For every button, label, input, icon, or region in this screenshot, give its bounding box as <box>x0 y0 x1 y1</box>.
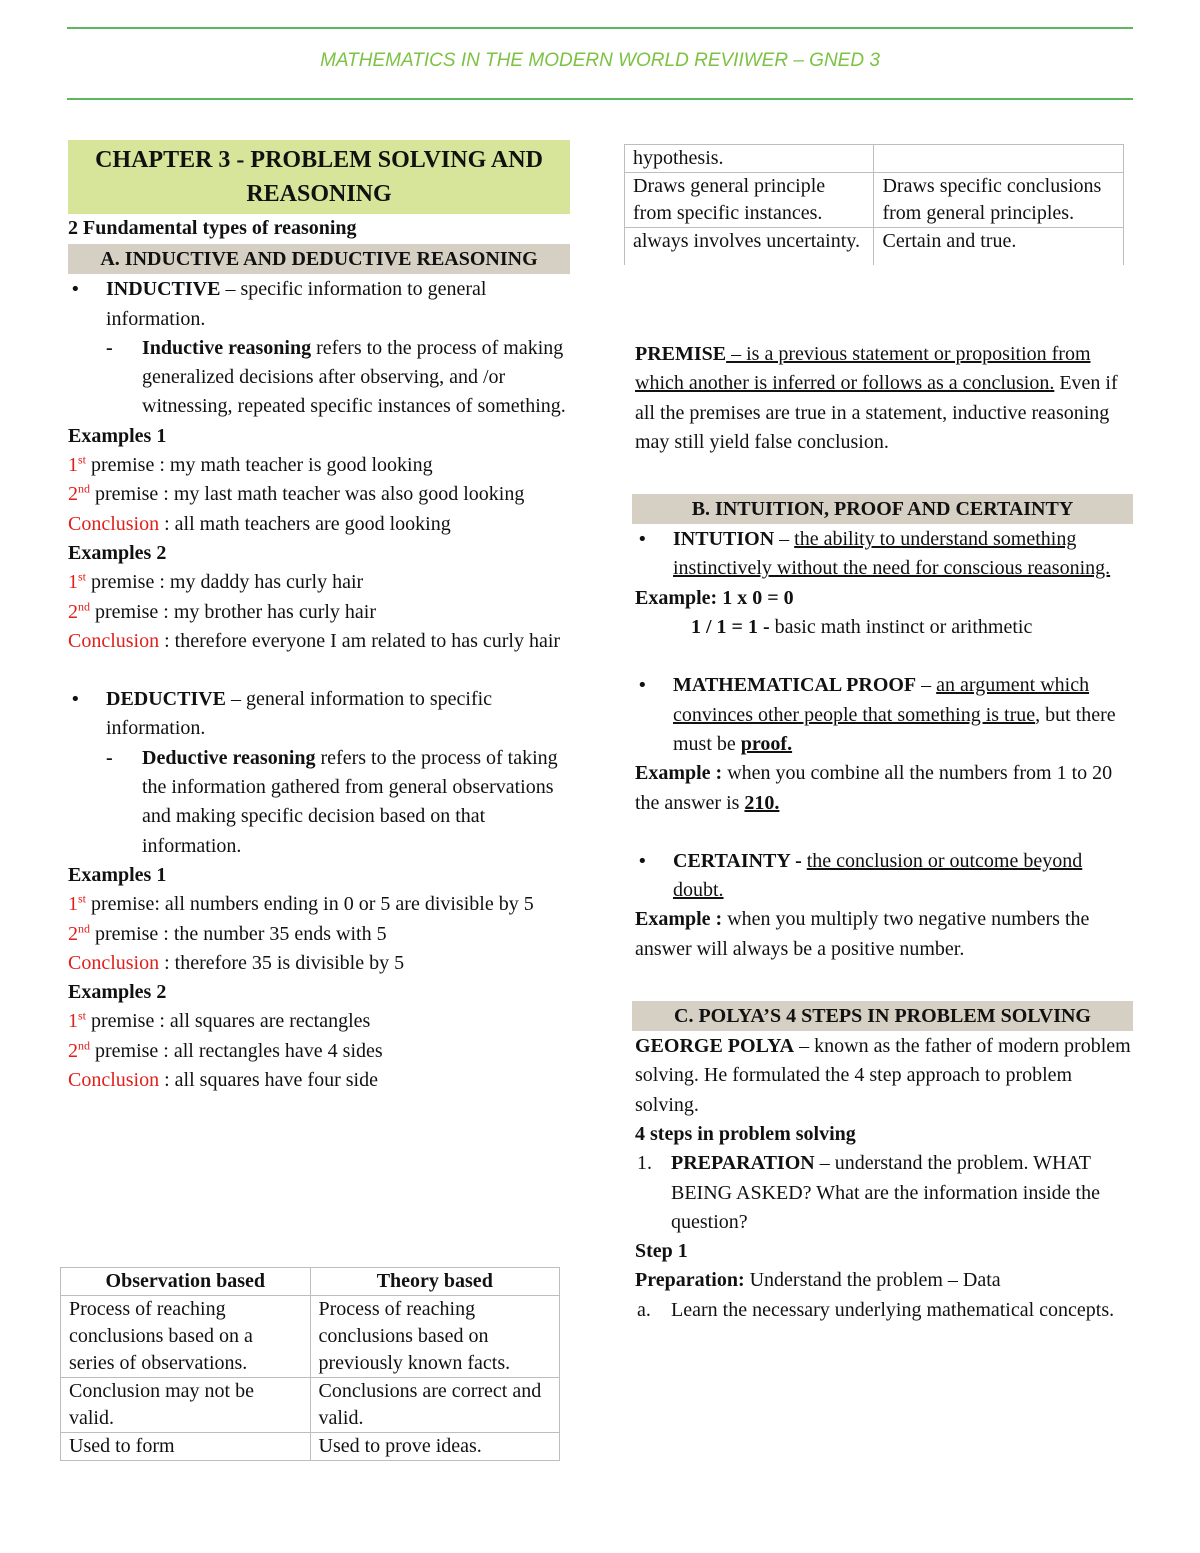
deductive-reasoning-term: Deductive reasoning <box>142 746 316 769</box>
proof-bullet: • MATHEMATICAL PROOF – an argument which convinces other people that something is true, but there must be proof. <box>635 671 1133 759</box>
table-cell <box>874 145 1124 173</box>
ordinal-second: 2nd <box>68 598 90 623</box>
step-1-label: Step 1 <box>635 1240 688 1263</box>
ind-example-1-title: Examples 1 <box>68 424 167 447</box>
spacer <box>635 818 1133 847</box>
premise-term: PREMISE <box>635 343 727 365</box>
section-a-heading: A. INDUCTIVE AND DEDUCTIVE REASONING <box>68 244 570 274</box>
intuition-example: Example: 1 x 0 = 0 <box>635 586 794 609</box>
table-row <box>625 228 1124 266</box>
conclusion-label: Conclusion <box>68 1069 160 1092</box>
ordinal-second: 2nd <box>68 920 90 945</box>
comparison-table-part-2 <box>624 144 1124 265</box>
polya-term: GEORGE POLYA <box>635 1035 795 1058</box>
section-c-heading: C. POLYA’S 4 STEPS IN PROBLEM SOLVING <box>632 1001 1133 1031</box>
certainty-example: Example : when you multiply two negative numbers the answer will always be a positive number. <box>635 908 1090 960</box>
ind-example-1-premise-1: 1st premise : my math teacher is good looking <box>68 452 433 477</box>
ded-example-2-conclusion: Conclusion : all squares have four side <box>68 1069 378 1092</box>
table-cell: Draws specific conclusions from general principles. <box>874 173 1124 228</box>
table-cell: Process of reaching conclusions based on a series of observations. <box>61 1296 311 1378</box>
table-cell: Used to prove ideas. <box>310 1433 560 1461</box>
certainty-definition: the conclusion or outcome beyond doubt. <box>673 849 1083 902</box>
deductive-reasoning-item <box>68 744 570 861</box>
premise-rest: Even if all the premises are true in a statement, inductive reasoning may still yield false conclusion. <box>635 372 1118 453</box>
intuition-example-2: 1 / 1 = 1 - basic math instinct or arithmetic <box>691 616 1033 639</box>
proof-word: proof. <box>740 732 793 755</box>
proof-definition: an argument which convinces other people that something is true <box>673 674 1090 726</box>
inductive-bullet <box>68 275 570 334</box>
ded-example-2-title: Examples 2 <box>68 981 167 1004</box>
header-bottom-rule <box>67 98 1133 100</box>
spacer <box>635 642 1133 671</box>
deductive-definition: – general information to specific information. <box>106 688 493 740</box>
inductive-definition: – specific information to general information. <box>106 278 487 330</box>
inductive-reasoning-term: Inductive reasoning <box>142 336 312 359</box>
left-column <box>68 140 570 1095</box>
chapter-title: CHAPTER 3 - PROBLEM SOLVING AND REASONING <box>68 140 570 214</box>
conclusion-label: Conclusion <box>68 512 160 535</box>
ded-example-1-premise-1: 1st premise: all numbers ending in 0 or 5 are divisible by 5 <box>68 891 534 916</box>
table-header-row <box>61 1268 560 1296</box>
ind-example-2-title: Examples 2 <box>68 541 167 564</box>
premise-paragraph <box>635 340 1133 457</box>
certainty-term: CERTAINTY - <box>673 849 802 872</box>
page-header-title: MATHEMATICS IN THE MODERN WORLD REVIIWER – GNED 3 <box>320 50 880 71</box>
table-cell: Conclusions are correct and valid. <box>310 1378 560 1433</box>
ded-example-2-premise-2: 2nd premise : all rectangles have 4 sides <box>68 1038 383 1062</box>
premise-definition: – is a previous statement or proposition from which another is inferred or follows as a conclusion. <box>635 343 1091 395</box>
proof-term: MATHEMATICAL PROOF <box>673 674 917 697</box>
deductive-term: DEDUCTIVE <box>106 688 227 711</box>
ded-example-1-title: Examples 1 <box>68 863 167 886</box>
header-top-rule <box>67 27 1133 29</box>
inductive-reasoning-item <box>68 334 570 422</box>
ordinal-second: 2nd <box>68 1038 90 1062</box>
spacer <box>68 656 570 685</box>
table-row <box>61 1433 560 1461</box>
ordinal-first: 1st <box>68 452 87 477</box>
step-1-item: 1. PREPARATION – understand the problem. WHAT BEING ASKED? What are the information inside the question? <box>637 1152 1100 1233</box>
table-cell: hypothesis. <box>625 145 874 173</box>
proof-example: Example : when you combine all the numbers from 1 to 20 the answer is 210. <box>635 762 1113 814</box>
deductive-reasoning-definition: refers to the process of taking the information gathered from general observations and making specific decision based on that information. <box>142 746 558 857</box>
deductive-bullet <box>68 685 570 744</box>
right-column <box>635 340 1133 1325</box>
ind-example-2-conclusion: Conclusion : therefore everyone I am related to has curly hair <box>68 629 561 652</box>
table-cell: Used to form <box>61 1433 311 1461</box>
step-1-term: PREPARATION <box>671 1152 815 1175</box>
ordinal-second: 2nd <box>68 481 90 506</box>
ind-example-2-premise-2: 2nd premise : my brother has curly hair <box>68 598 377 623</box>
sub-item-a: a. Learn the necessary underlying mathematical concepts. <box>637 1298 1115 1321</box>
intuition-term: INTUTION <box>673 528 775 551</box>
table-row <box>61 1296 560 1378</box>
comparison-table-part-1 <box>60 1267 560 1461</box>
intuition-definition: the ability to understand something instinctively without the need for conscious reasoning. <box>673 528 1111 580</box>
ded-example-1-premise-2: 2nd premise : the number 35 ends with 5 <box>68 920 387 945</box>
steps-title: 4 steps in problem solving <box>635 1122 856 1145</box>
table-cell: Process of reaching conclusions based on previously known facts. <box>310 1296 560 1378</box>
table-cell: Certain and true. <box>874 228 1124 266</box>
ind-example-1-conclusion: Conclusion : all math teachers are good looking <box>68 512 451 535</box>
table-cell: Draws general principle from specific instances. <box>625 173 874 228</box>
ordinal-first: 1st <box>68 891 87 916</box>
ordinal-first: 1st <box>68 569 87 594</box>
section-b-heading: B. INTUITION, PROOF AND CERTAINTY <box>632 494 1133 524</box>
table-cell: always involves uncertainty. <box>625 228 874 266</box>
ded-example-1-conclusion: Conclusion : therefore 35 is divisible by 5 <box>68 951 405 974</box>
ordinal-first: 1st <box>68 1008 87 1033</box>
spacer <box>635 964 1133 1000</box>
ind-example-2-premise-1: 1st premise : my daddy has curly hair <box>68 569 364 594</box>
table-row <box>625 173 1124 228</box>
intuition-bullet: • INTUTION – the ability to understand something instinctively without the need for conscious reasoning. <box>635 525 1133 584</box>
inductive-term: INDUCTIVE <box>106 278 221 301</box>
fundamental-heading: 2 Fundamental types of reasoning <box>68 217 357 239</box>
table-cell: Conclusion may not be valid. <box>61 1378 311 1433</box>
table-row <box>625 145 1124 173</box>
polya-paragraph: GEORGE POLYA – known as the father of modern problem solving. He formulated the 4 step approach to problem solving. <box>635 1035 1131 1116</box>
ind-example-1-premise-2: 2nd premise : my last math teacher was also good looking <box>68 481 525 506</box>
table-row <box>61 1378 560 1433</box>
table-header-theory: Theory based <box>310 1268 560 1296</box>
conclusion-label: Conclusion <box>68 951 160 974</box>
proof-answer: 210. <box>744 791 780 814</box>
preparation-line: Preparation: Understand the problem – Data <box>635 1269 1001 1292</box>
spacer <box>635 457 1133 493</box>
conclusion-label: Conclusion <box>68 629 160 652</box>
certainty-bullet <box>635 847 1133 906</box>
table-header-observation: Observation based <box>61 1268 311 1296</box>
inductive-reasoning-definition: refers to the process of making generalized decisions after observing, and /or witnessing, repeated specific instances of something. <box>142 336 566 418</box>
ded-example-2-premise-1: 1st premise : all squares are rectangles <box>68 1008 371 1033</box>
